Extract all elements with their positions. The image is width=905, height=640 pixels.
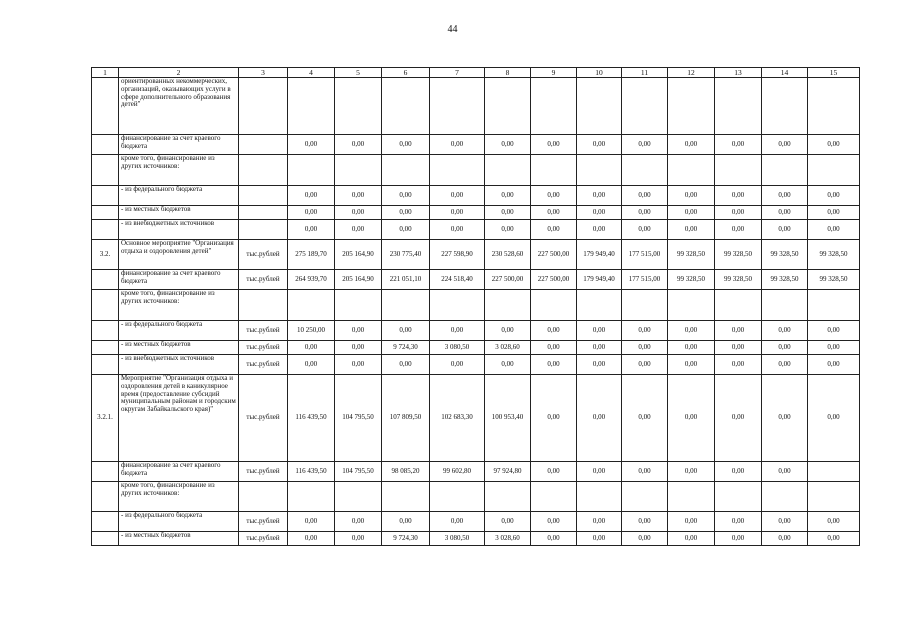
value-cell: 230 528,60 <box>485 240 531 270</box>
value-cell: 179 949,40 <box>577 240 622 270</box>
value-cell: 102 683,30 <box>430 375 485 462</box>
value-cell: 0,00 <box>531 321 577 341</box>
item-name-cell: - из федерального бюджета <box>119 186 239 206</box>
value-cell: 0,00 <box>531 341 577 355</box>
row-number-cell <box>92 186 119 206</box>
item-name-cell: - из внебюджетных источников <box>119 355 239 375</box>
value-cell <box>808 462 860 482</box>
item-name-cell: кроме того, финансирование из других источников: <box>119 155 239 186</box>
item-name-cell: финансирование за счет краевого бюджета <box>119 270 239 290</box>
value-cell: 98 085,20 <box>382 462 430 482</box>
column-header: 2 <box>119 68 239 78</box>
value-cell: 0,00 <box>335 220 382 240</box>
value-cell: 0,00 <box>715 532 762 546</box>
value-cell: 0,00 <box>430 220 485 240</box>
unit-cell <box>239 186 288 206</box>
value-cell: 0,00 <box>622 532 668 546</box>
row-number-cell <box>92 532 119 546</box>
value-cell: 0,00 <box>577 375 622 462</box>
value-cell: 0,00 <box>668 220 715 240</box>
value-cell <box>288 155 335 186</box>
value-cell: 99 328,50 <box>808 240 860 270</box>
value-cell: 0,00 <box>577 220 622 240</box>
value-cell <box>288 290 335 321</box>
value-cell: 0,00 <box>668 341 715 355</box>
value-cell: 0,00 <box>715 375 762 462</box>
value-cell: 224 518,40 <box>430 270 485 290</box>
table-row <box>92 462 860 482</box>
page-number: 44 <box>447 24 458 35</box>
value-cell: 0,00 <box>622 375 668 462</box>
table-row <box>92 135 860 155</box>
value-cell: 99 328,50 <box>668 270 715 290</box>
table-row <box>92 206 860 220</box>
row-number-cell <box>92 462 119 482</box>
unit-cell: тыс.рублей <box>239 240 288 270</box>
table-row <box>92 220 860 240</box>
value-cell <box>335 78 382 135</box>
row-number-cell: 3.2.1. <box>92 375 119 462</box>
value-cell: 0,00 <box>335 512 382 532</box>
value-cell: 0,00 <box>808 512 860 532</box>
table-row <box>92 375 860 462</box>
value-cell: 99 328,50 <box>668 240 715 270</box>
column-header: 10 <box>577 68 622 78</box>
value-cell: 0,00 <box>485 321 531 341</box>
value-cell: 0,00 <box>335 186 382 206</box>
value-cell <box>485 290 531 321</box>
item-name-cell: Мероприятие "Организация отдыха и оздоровления детей в каникулярное время (предоставление субсидий муниципальным районам и городским округам Забайкальского края)" <box>119 375 239 462</box>
value-cell: 0,00 <box>622 512 668 532</box>
value-cell <box>531 155 577 186</box>
value-cell <box>577 78 622 135</box>
value-cell: 0,00 <box>288 206 335 220</box>
row-number-cell <box>92 135 119 155</box>
item-name-cell: ориентированных некоммерческих, организаций, оказывающих услуги в сфере дополнительного образования детей" <box>119 78 239 135</box>
value-cell: 99 328,50 <box>715 270 762 290</box>
item-name-cell: кроме того, финансирование из других источников: <box>119 482 239 512</box>
value-cell: 221 051,10 <box>382 270 430 290</box>
value-cell <box>808 482 860 512</box>
value-cell: 0,00 <box>485 135 531 155</box>
value-cell <box>577 482 622 512</box>
value-cell <box>808 155 860 186</box>
unit-cell: тыс.рублей <box>239 321 288 341</box>
value-cell <box>622 290 668 321</box>
value-cell: 264 939,70 <box>288 270 335 290</box>
row-number-cell <box>92 355 119 375</box>
value-cell <box>808 290 860 321</box>
column-header: 1 <box>92 68 119 78</box>
value-cell <box>485 155 531 186</box>
value-cell: 0,00 <box>762 462 808 482</box>
value-cell: 230 775,40 <box>382 240 430 270</box>
value-cell: 0,00 <box>622 135 668 155</box>
unit-cell: тыс.рублей <box>239 270 288 290</box>
item-name-cell: - из местных бюджетов <box>119 206 239 220</box>
value-cell: 0,00 <box>288 220 335 240</box>
value-cell: 0,00 <box>715 512 762 532</box>
unit-cell <box>239 78 288 135</box>
value-cell <box>762 290 808 321</box>
value-cell: 9 724,30 <box>382 532 430 546</box>
value-cell <box>382 290 430 321</box>
value-cell: 0,00 <box>808 321 860 341</box>
item-name-cell: - из местных бюджетов <box>119 341 239 355</box>
column-header: 3 <box>239 68 288 78</box>
value-cell: 0,00 <box>577 321 622 341</box>
value-cell: 0,00 <box>668 512 715 532</box>
table-row <box>92 341 860 355</box>
row-number-cell <box>92 321 119 341</box>
value-cell: 0,00 <box>668 186 715 206</box>
value-cell <box>715 290 762 321</box>
value-cell: 177 515,00 <box>622 240 668 270</box>
value-cell: 104 795,50 <box>335 375 382 462</box>
value-cell: 0,00 <box>485 220 531 240</box>
value-cell: 0,00 <box>715 220 762 240</box>
value-cell: 0,00 <box>715 186 762 206</box>
unit-cell <box>239 155 288 186</box>
row-number-cell <box>92 206 119 220</box>
value-cell: 0,00 <box>577 206 622 220</box>
value-cell: 0,00 <box>288 532 335 546</box>
unit-cell: тыс.рублей <box>239 532 288 546</box>
row-number-cell: 3.2. <box>92 240 119 270</box>
value-cell <box>382 78 430 135</box>
value-cell: 0,00 <box>762 341 808 355</box>
value-cell <box>715 155 762 186</box>
unit-cell: тыс.рублей <box>239 512 288 532</box>
value-cell: 0,00 <box>808 206 860 220</box>
value-cell: 0,00 <box>430 135 485 155</box>
value-cell <box>531 482 577 512</box>
value-cell: 3 080,50 <box>430 341 485 355</box>
value-cell: 205 164,90 <box>335 270 382 290</box>
value-cell <box>808 78 860 135</box>
row-number-cell <box>92 512 119 532</box>
unit-cell <box>239 206 288 220</box>
value-cell <box>485 78 531 135</box>
value-cell: 0,00 <box>577 135 622 155</box>
value-cell <box>382 155 430 186</box>
value-cell <box>668 78 715 135</box>
value-cell: 100 953,40 <box>485 375 531 462</box>
value-cell: 0,00 <box>335 341 382 355</box>
value-cell: 177 515,00 <box>622 270 668 290</box>
value-cell <box>577 290 622 321</box>
value-cell <box>335 290 382 321</box>
value-cell: 0,00 <box>622 186 668 206</box>
value-cell: 0,00 <box>715 135 762 155</box>
table-row <box>92 155 860 186</box>
value-cell: 0,00 <box>808 220 860 240</box>
value-cell: 275 189,70 <box>288 240 335 270</box>
value-cell: 227 500,00 <box>485 270 531 290</box>
value-cell: 0,00 <box>531 135 577 155</box>
value-cell: 0,00 <box>762 186 808 206</box>
item-name-cell: - из федерального бюджета <box>119 321 239 341</box>
value-cell <box>531 290 577 321</box>
value-cell: 0,00 <box>715 355 762 375</box>
value-cell <box>485 482 531 512</box>
value-cell: 9 724,30 <box>382 341 430 355</box>
row-number-cell <box>92 155 119 186</box>
value-cell <box>335 155 382 186</box>
unit-cell: тыс.рублей <box>239 462 288 482</box>
value-cell: 0,00 <box>531 512 577 532</box>
table-row <box>92 290 860 321</box>
value-cell: 0,00 <box>430 321 485 341</box>
unit-cell: тыс.рублей <box>239 355 288 375</box>
value-cell: 0,00 <box>382 321 430 341</box>
value-cell: 0,00 <box>668 375 715 462</box>
item-name-cell: - из местных бюджетов <box>119 532 239 546</box>
value-cell: 0,00 <box>577 186 622 206</box>
value-cell: 0,00 <box>531 355 577 375</box>
value-cell: 0,00 <box>715 462 762 482</box>
value-cell: 10 250,00 <box>288 321 335 341</box>
value-cell: 99 328,50 <box>762 270 808 290</box>
value-cell: 0,00 <box>430 355 485 375</box>
value-cell: 0,00 <box>622 341 668 355</box>
table-row <box>92 512 860 532</box>
value-cell: 0,00 <box>382 186 430 206</box>
value-cell: 0,00 <box>762 321 808 341</box>
value-cell: 97 924,80 <box>485 462 531 482</box>
value-cell: 0,00 <box>531 375 577 462</box>
table-row <box>92 240 860 270</box>
value-cell: 0,00 <box>288 341 335 355</box>
value-cell: 0,00 <box>668 206 715 220</box>
value-cell: 0,00 <box>430 186 485 206</box>
value-cell: 0,00 <box>577 512 622 532</box>
value-cell <box>622 482 668 512</box>
value-cell <box>762 482 808 512</box>
value-cell: 116 439,50 <box>288 462 335 482</box>
table-row <box>92 321 860 341</box>
value-cell <box>288 78 335 135</box>
value-cell: 0,00 <box>335 206 382 220</box>
value-cell: 104 795,50 <box>335 462 382 482</box>
table-row <box>92 532 860 546</box>
value-cell: 0,00 <box>335 355 382 375</box>
value-cell: 0,00 <box>335 532 382 546</box>
row-number-cell <box>92 78 119 135</box>
value-cell: 0,00 <box>808 135 860 155</box>
item-name-cell: - из внебюджетных источников <box>119 220 239 240</box>
unit-cell <box>239 135 288 155</box>
item-name-cell: Основное мероприятие "Организация отдыха и оздоровления детей" <box>119 240 239 270</box>
value-cell <box>430 482 485 512</box>
column-header: 11 <box>622 68 668 78</box>
row-number-cell <box>92 341 119 355</box>
value-cell: 0,00 <box>577 341 622 355</box>
value-cell: 0,00 <box>577 532 622 546</box>
row-number-cell <box>92 270 119 290</box>
item-name-cell: кроме того, финансирование из других источников: <box>119 290 239 321</box>
value-cell: 0,00 <box>577 462 622 482</box>
value-cell <box>762 155 808 186</box>
value-cell: 0,00 <box>335 321 382 341</box>
value-cell: 0,00 <box>288 135 335 155</box>
value-cell: 0,00 <box>382 512 430 532</box>
table-row <box>92 355 860 375</box>
value-cell: 0,00 <box>808 375 860 462</box>
value-cell <box>622 155 668 186</box>
value-cell <box>430 155 485 186</box>
item-name-cell: - из федерального бюджета <box>119 512 239 532</box>
value-cell: 3 080,50 <box>430 532 485 546</box>
value-cell: 205 164,90 <box>335 240 382 270</box>
value-cell: 0,00 <box>715 321 762 341</box>
value-cell: 3 028,60 <box>485 532 531 546</box>
value-cell: 0,00 <box>382 135 430 155</box>
value-cell <box>531 78 577 135</box>
value-cell: 0,00 <box>485 355 531 375</box>
value-cell: 0,00 <box>715 206 762 220</box>
value-cell <box>430 78 485 135</box>
value-cell: 0,00 <box>622 321 668 341</box>
value-cell <box>430 290 485 321</box>
row-number-cell <box>92 220 119 240</box>
value-cell: 0,00 <box>382 220 430 240</box>
value-cell: 0,00 <box>762 135 808 155</box>
table-header-row <box>92 68 860 78</box>
value-cell: 0,00 <box>668 532 715 546</box>
column-header: 4 <box>288 68 335 78</box>
value-cell: 0,00 <box>762 355 808 375</box>
value-cell: 99 328,50 <box>715 240 762 270</box>
value-cell: 227 500,00 <box>531 240 577 270</box>
value-cell: 99 328,50 <box>808 270 860 290</box>
row-number-cell <box>92 482 119 512</box>
value-cell: 0,00 <box>808 341 860 355</box>
value-cell: 0,00 <box>288 355 335 375</box>
item-name-cell: финансирование за счет краевого бюджета <box>119 135 239 155</box>
value-cell: 0,00 <box>762 206 808 220</box>
value-cell: 0,00 <box>762 375 808 462</box>
item-name-cell: финансирование за счет краевого бюджета <box>119 462 239 482</box>
value-cell <box>668 155 715 186</box>
value-cell: 0,00 <box>430 512 485 532</box>
row-number-cell <box>92 290 119 321</box>
value-cell <box>335 482 382 512</box>
value-cell: 0,00 <box>485 512 531 532</box>
value-cell: 116 439,50 <box>288 375 335 462</box>
table-row <box>92 186 860 206</box>
column-header: 6 <box>382 68 430 78</box>
value-cell: 0,00 <box>808 532 860 546</box>
value-cell: 0,00 <box>808 186 860 206</box>
value-cell: 0,00 <box>668 135 715 155</box>
value-cell: 0,00 <box>531 462 577 482</box>
value-cell: 99 328,50 <box>762 240 808 270</box>
value-cell: 0,00 <box>577 355 622 375</box>
unit-cell: тыс.рублей <box>239 341 288 355</box>
value-cell: 0,00 <box>715 341 762 355</box>
value-cell <box>622 78 668 135</box>
value-cell: 227 500,00 <box>531 270 577 290</box>
table-row <box>92 270 860 290</box>
value-cell: 0,00 <box>622 462 668 482</box>
value-cell: 0,00 <box>668 321 715 341</box>
value-cell: 0,00 <box>762 512 808 532</box>
column-header: 5 <box>335 68 382 78</box>
budget-table <box>91 67 860 546</box>
table-row <box>92 78 860 135</box>
value-cell: 0,00 <box>762 220 808 240</box>
value-cell: 0,00 <box>531 206 577 220</box>
value-cell: 0,00 <box>382 355 430 375</box>
value-cell: 0,00 <box>485 206 531 220</box>
value-cell <box>668 290 715 321</box>
value-cell: 0,00 <box>288 186 335 206</box>
value-cell: 0,00 <box>382 206 430 220</box>
value-cell: 0,00 <box>531 532 577 546</box>
value-cell: 0,00 <box>622 206 668 220</box>
value-cell <box>762 78 808 135</box>
value-cell: 0,00 <box>668 355 715 375</box>
column-header: 14 <box>762 68 808 78</box>
column-header: 15 <box>808 68 860 78</box>
value-cell <box>288 482 335 512</box>
column-header: 7 <box>430 68 485 78</box>
value-cell <box>668 482 715 512</box>
value-cell: 0,00 <box>808 355 860 375</box>
unit-cell <box>239 482 288 512</box>
value-cell <box>577 155 622 186</box>
column-header: 13 <box>715 68 762 78</box>
value-cell: 0,00 <box>762 532 808 546</box>
value-cell: 99 602,80 <box>430 462 485 482</box>
value-cell: 0,00 <box>531 186 577 206</box>
value-cell <box>715 78 762 135</box>
value-cell: 0,00 <box>430 206 485 220</box>
value-cell: 227 598,90 <box>430 240 485 270</box>
unit-cell: тыс.рублей <box>239 375 288 462</box>
value-cell: 107 809,50 <box>382 375 430 462</box>
column-header: 12 <box>668 68 715 78</box>
column-header: 9 <box>531 68 577 78</box>
value-cell: 0,00 <box>622 355 668 375</box>
value-cell: 0,00 <box>288 512 335 532</box>
value-cell <box>382 482 430 512</box>
table-row <box>92 482 860 512</box>
unit-cell <box>239 220 288 240</box>
value-cell: 3 028,60 <box>485 341 531 355</box>
value-cell: 0,00 <box>622 220 668 240</box>
value-cell: 0,00 <box>335 135 382 155</box>
column-header: 8 <box>485 68 531 78</box>
unit-cell <box>239 290 288 321</box>
value-cell <box>715 482 762 512</box>
value-cell: 179 949,40 <box>577 270 622 290</box>
value-cell: 0,00 <box>485 186 531 206</box>
value-cell: 0,00 <box>668 462 715 482</box>
value-cell: 0,00 <box>531 220 577 240</box>
